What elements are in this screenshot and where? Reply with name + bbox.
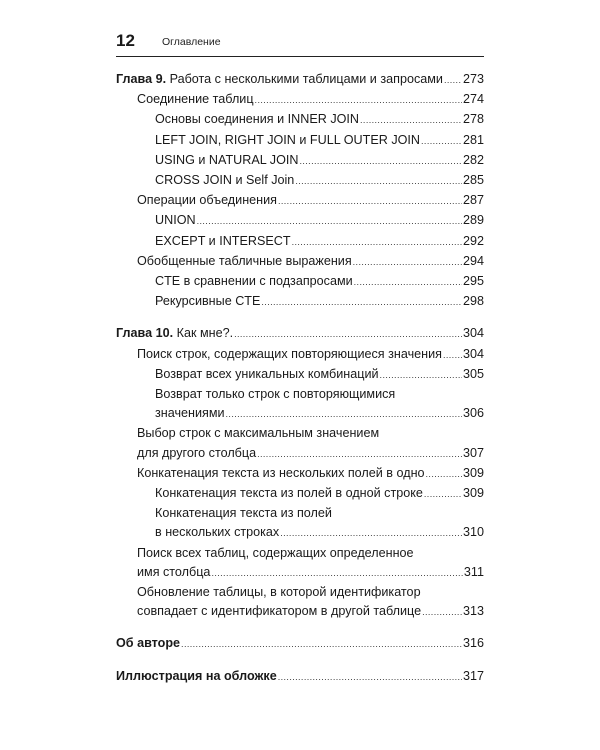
dot-leader — [234, 325, 462, 344]
chapter-label: Глава 10. — [116, 326, 174, 341]
toc-page: 304 — [462, 326, 484, 341]
toc-page: 311 — [463, 564, 484, 579]
dot-leader — [226, 405, 462, 424]
dot-leader — [353, 253, 462, 272]
toc-entry-cte-vs-subqueries — [116, 272, 484, 292]
toc-title: Рекурсивные CTE — [155, 294, 261, 309]
toc-page: 274 — [462, 92, 484, 107]
toc-page: 313 — [462, 604, 484, 619]
dot-leader — [278, 192, 462, 211]
toc-entry-duplicate-rows — [116, 385, 484, 424]
toc-title: Иллюстрация на обложке — [116, 668, 277, 683]
toc-title: Поиск строк, содержащих повторяющиеся значения — [137, 346, 442, 361]
table-of-contents — [116, 70, 484, 687]
toc-entry-update-table — [116, 583, 484, 622]
toc-page: 287 — [462, 193, 484, 208]
chapter-title: Работа с несколькими таблицами и запросами — [166, 72, 443, 86]
toc-entry-concatenation — [116, 464, 484, 484]
dot-leader — [255, 91, 462, 110]
spacer — [116, 312, 484, 324]
dot-leader — [354, 273, 462, 292]
toc-entry-set-operations — [116, 191, 484, 211]
toc-page: 309 — [462, 465, 484, 480]
chapter-label: Глава 9. — [116, 72, 167, 86]
dot-leader — [292, 233, 462, 252]
toc-entry-chapter-10 — [116, 324, 484, 344]
toc-page: 289 — [462, 213, 484, 228]
toc-entry-joins — [116, 90, 484, 110]
toc-page: 306 — [462, 406, 484, 421]
toc-entry-cte — [116, 252, 484, 272]
toc-title-line-2: имя столбца — [137, 564, 211, 579]
toc-entry-concat-multi-rows — [116, 504, 484, 543]
toc-title: Об авторе — [116, 636, 181, 651]
toc-title: Конкатенация текста из нескольких полей в одно — [137, 465, 425, 480]
page-number: 12 — [116, 31, 135, 50]
toc-page: 285 — [462, 173, 484, 188]
toc-title: Обобщенные табличные выражения — [137, 253, 352, 268]
dot-leader — [295, 172, 462, 191]
spacer — [116, 622, 484, 634]
toc-entry-max-value — [116, 424, 484, 463]
toc-page: 307 — [462, 445, 484, 460]
toc-page: 317 — [462, 668, 484, 683]
toc-page: 309 — [462, 486, 484, 501]
toc-page: 278 — [462, 112, 484, 127]
toc-entry-outer-joins — [116, 131, 484, 151]
toc-page: 282 — [462, 152, 484, 167]
dot-leader — [261, 293, 462, 312]
running-title: Оглавление — [162, 36, 221, 48]
toc-entry-inner-join — [116, 110, 484, 130]
toc-page: 305 — [462, 366, 484, 381]
dot-leader — [299, 152, 462, 171]
toc-page: 292 — [462, 233, 484, 248]
chapter-title: Как мне?. — [173, 326, 234, 341]
toc-page: 310 — [462, 525, 484, 540]
toc-entry-find-tables — [116, 544, 484, 583]
toc-title: Соединение таблиц — [137, 92, 254, 107]
dot-leader — [443, 346, 462, 365]
toc-title-line-1: Обновление таблицы, в которой идентификатор — [137, 585, 421, 600]
toc-title-line-2: совпадает с идентификатором в другой таблице — [137, 604, 422, 619]
dot-leader — [257, 445, 462, 464]
toc-entry-chapter-9 — [116, 70, 484, 90]
toc-page: 298 — [462, 294, 484, 309]
toc-entry-concat-one-row — [116, 484, 484, 504]
toc-title: UNION — [155, 213, 196, 228]
dot-leader — [424, 485, 462, 504]
toc-page: 294 — [462, 253, 484, 268]
toc-title: LEFT JOIN, RIGHT JOIN и FULL OUTER JOIN — [155, 132, 421, 147]
toc-entry-about-author — [116, 634, 484, 654]
dot-leader — [422, 603, 462, 622]
toc-entry-cross-self — [116, 171, 484, 191]
toc-title-line-2: значениями — [155, 406, 225, 421]
spacer — [116, 655, 484, 667]
dot-leader — [280, 524, 462, 543]
dot-leader — [278, 668, 462, 687]
dot-leader — [181, 635, 462, 654]
toc-entry-cover — [116, 667, 484, 687]
toc-title: USING и NATURAL JOIN — [155, 152, 299, 167]
toc-title-line-2: в нескольких строках — [155, 525, 280, 540]
toc-title: CROSS JOIN и Self Join — [155, 173, 295, 188]
toc-page: 316 — [462, 636, 484, 651]
toc-title-line-1: Выбор строк с максимальным значением — [137, 426, 380, 441]
toc-entry-find-duplicates — [116, 345, 484, 365]
toc-title: EXCEPT и INTERSECT — [155, 233, 291, 248]
toc-entry-union — [116, 211, 484, 231]
dot-leader — [380, 366, 462, 385]
toc-page: 304 — [462, 346, 484, 361]
toc-page: 273 — [462, 72, 484, 86]
toc-entry-using-natural — [116, 151, 484, 171]
toc-page: 281 — [462, 132, 484, 147]
toc-title: Конкатенация текста из полей в одной строке — [155, 486, 423, 501]
toc-title-line-1: Поиск всех таблиц, содержащих определенное — [137, 545, 414, 560]
dot-leader — [211, 564, 462, 583]
toc-title: CTE в сравнении с подзапросами — [155, 274, 353, 289]
toc-title: Возврат всех уникальных комбинаций — [155, 366, 379, 381]
toc-title-line-2: для другого столбца — [137, 445, 257, 460]
toc-title: Операции объединения — [137, 193, 277, 208]
toc-entry-recursive-cte — [116, 292, 484, 312]
toc-title: Основы соединения и INNER JOIN — [155, 112, 360, 127]
toc-title — [116, 70, 443, 89]
toc-title — [116, 324, 233, 343]
toc-page: 295 — [462, 274, 484, 289]
toc-entry-unique-combinations — [116, 365, 484, 385]
toc-title-line-1: Возврат только строк с повторяющимися — [155, 387, 396, 402]
page-header — [116, 28, 484, 57]
dot-leader — [360, 111, 462, 130]
dot-leader — [426, 465, 462, 484]
toc-title-line-1: Конкатенация текста из полей — [155, 506, 332, 521]
dot-leader — [197, 212, 462, 231]
dot-leader — [444, 71, 462, 90]
dot-leader — [421, 132, 462, 151]
toc-entry-except-intersect — [116, 232, 484, 252]
